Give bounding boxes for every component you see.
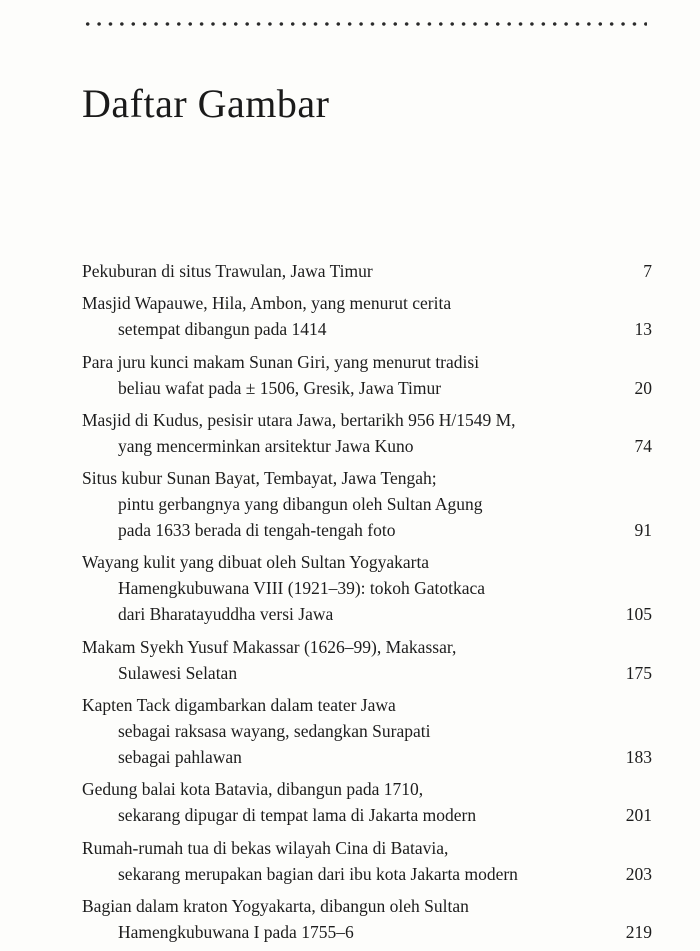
- page-number: 175: [625, 662, 652, 683]
- figure-caption-line: Masjid di Kudus, pesisir utara Jawa, bertarikh 956 H/1549 M,: [82, 409, 516, 430]
- figure-caption-line: Makam Syekh Yusuf Makassar (1626–99), Makassar,: [82, 636, 457, 657]
- page-number: 219: [625, 921, 652, 942]
- page-number: 7: [643, 261, 652, 281]
- figure-entry: [82, 349, 652, 401]
- figure-entry: [82, 776, 652, 828]
- figure-caption-line: dari Bharatayuddha versi Jawa: [118, 604, 334, 625]
- page-number: 105: [625, 604, 652, 625]
- figure-caption-line: Hamengkubuwana I pada 1755–6: [118, 921, 354, 942]
- figure-entry: [82, 893, 652, 945]
- page-number: 201: [625, 805, 652, 826]
- page-number: 183: [625, 747, 652, 768]
- figure-entry: [82, 634, 652, 686]
- figure-caption-line: pada 1633 berada di tengah-tengah foto: [118, 520, 396, 541]
- page-number: 203: [625, 863, 652, 884]
- figure-entry: [82, 258, 652, 284]
- figure-entry: [82, 407, 652, 459]
- figure-caption-line: setempat dibangun pada 1414: [118, 319, 327, 340]
- figure-entry: [82, 835, 652, 887]
- figure-entry: [82, 549, 652, 627]
- figure-caption-line: sebagai raksasa wayang, sedangkan Surapati: [118, 721, 431, 742]
- figure-caption-line: sebagai pahlawan: [118, 747, 242, 768]
- figure-caption-line: Masjid Wapauwe, Hila, Ambon, yang menurut cerita: [82, 293, 452, 314]
- figure-caption-line: pintu gerbangnya yang dibangun oleh Sultan Agung: [118, 494, 483, 515]
- figure-caption-line: Kapten Tack digambarkan dalam teater Jawa: [82, 695, 396, 716]
- figure-entry: [82, 290, 652, 342]
- figure-caption-line: Sulawesi Selatan: [118, 662, 238, 683]
- figure-list: [82, 258, 652, 951]
- dotted-rule: [82, 20, 647, 28]
- page-number: 13: [634, 319, 652, 340]
- page-number: 20: [634, 377, 652, 398]
- page-number: 91: [634, 520, 652, 541]
- figure-caption-line: Rumah-rumah tua di bekas wilayah Cina di Batavia,: [82, 837, 449, 858]
- figure-entry: [82, 465, 652, 543]
- figure-caption-line: Bagian dalam kraton Yogyakarta, dibangun oleh Sultan: [82, 895, 469, 916]
- page-title: Daftar Gambar: [82, 81, 330, 126]
- figure-caption-line: Pekuburan di situs Trawulan, Jawa Timur: [82, 261, 373, 281]
- figure-caption-line: Wayang kulit yang dibuat oleh Sultan Yogyakarta: [82, 552, 430, 573]
- figure-caption-line: Situs kubur Sunan Bayat, Tembayat, Jawa Tengah;: [82, 468, 437, 489]
- figure-caption-line: beliau wafat pada ± 1506, Gresik, Jawa Timur: [118, 377, 442, 398]
- page-number: 74: [634, 435, 652, 456]
- figure-caption-line: yang mencerminkan arsitektur Jawa Kuno: [118, 435, 414, 456]
- figure-caption-line: Para juru kunci makam Sunan Giri, yang menurut tradisi: [82, 351, 480, 372]
- figure-caption-line: Hamengkubuwana VIII (1921–39): tokoh Gatotkaca: [118, 578, 486, 599]
- figure-caption-line: Gedung balai kota Batavia, dibangun pada 1710,: [82, 779, 424, 800]
- figure-caption-line: sekarang merupakan bagian dari ibu kota Jakarta modern: [118, 863, 518, 884]
- figure-entry: [82, 692, 652, 770]
- figure-caption-line: sekarang dipugar di tempat lama di Jakarta modern: [118, 805, 477, 826]
